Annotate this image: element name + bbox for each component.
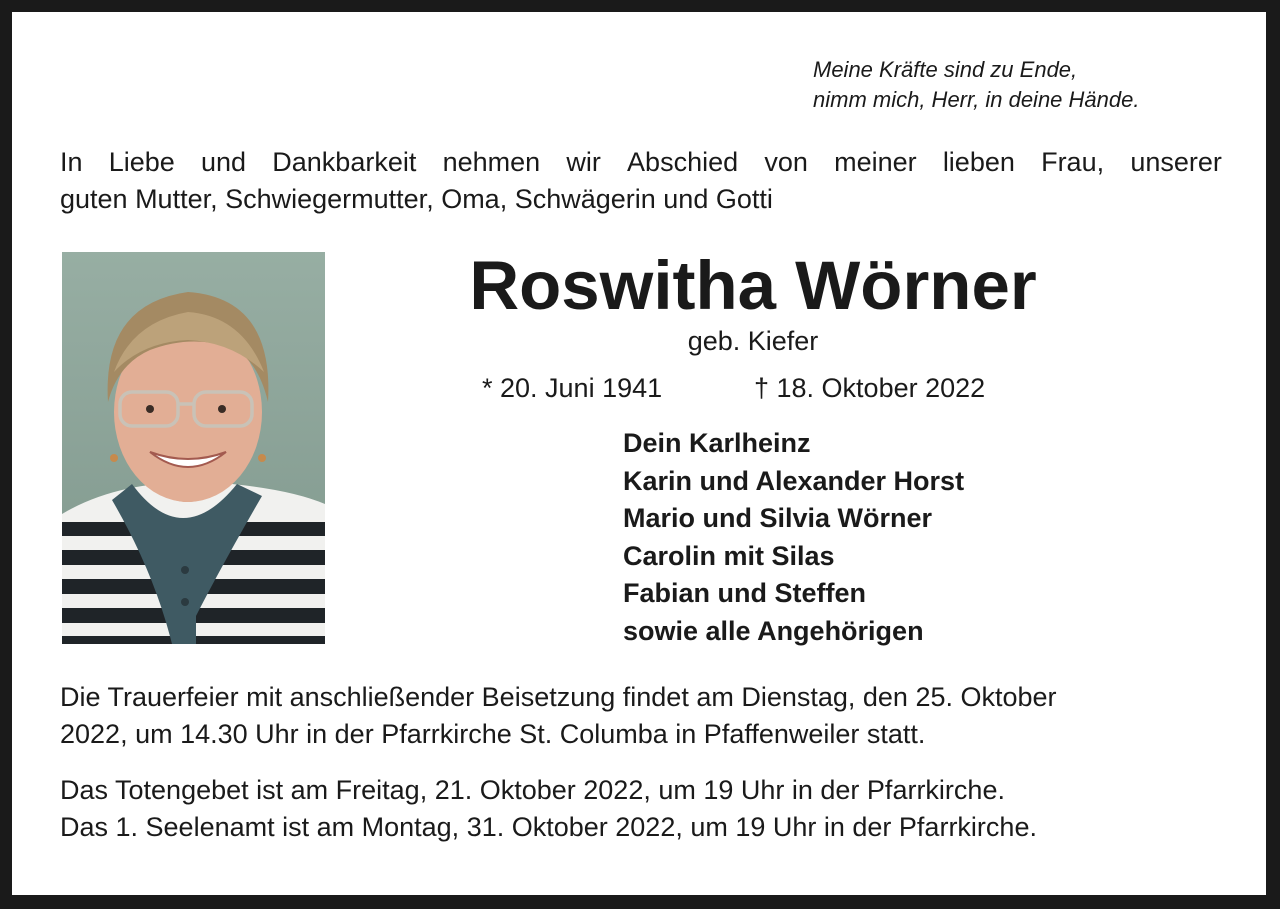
motto-line-2: nimm mich, Herr, in deine Hände. [813, 87, 1140, 112]
intro-word: Liebe [108, 147, 175, 177]
obituary-card [12, 12, 1266, 895]
funeral-notice [60, 679, 1230, 753]
portrait-photo [62, 252, 325, 644]
mourner-line: Dein Karlheinz [623, 428, 811, 458]
intro-word: wir [566, 147, 601, 177]
funeral-line-1: Die Trauerfeier mit anschließender Beisetzung findet am Dienstag, den 25. Oktober [60, 682, 1057, 712]
intro-word: unserer [1130, 147, 1222, 177]
intro-word: und [201, 147, 247, 177]
motto-verse [813, 55, 1233, 115]
intro-line-1 [60, 144, 1222, 181]
mourner-line: sowie alle Angehörigen [623, 615, 924, 646]
intro-line-2: guten Mutter, Schwiegermutter, Oma, Schwägerin und Gotti [60, 184, 773, 214]
prayer-line-1: Das Totengebet ist am Freitag, 21. Oktober 2022, um 19 Uhr in der Pfarrkirche. [60, 775, 1005, 805]
intro-text [60, 144, 1222, 218]
intro-word: Frau, [1041, 147, 1105, 177]
prayer-line-2: Das 1. Seelenamt ist am Montag, 31. Oktober 2022, um 19 Uhr in der Pfarrkirche. [60, 812, 1037, 842]
intro-word: von [764, 147, 808, 177]
funeral-line-2: 2022, um 14.30 Uhr in der Pfarrkirche St. Columba in Pfaffenweiler statt. [60, 719, 926, 749]
mourner-line: Karin und Alexander Horst [623, 465, 965, 496]
birth-date: * 20. Juni 1941 [482, 373, 663, 403]
mourner-line: Fabian und Steffen [623, 578, 866, 609]
intro-word: meiner [834, 147, 917, 177]
death-date: † 18. Oktober 2022 [754, 373, 986, 403]
intro-word: nehmen [442, 147, 541, 177]
motto-line-1: Meine Kräfte sind zu Ende, [813, 57, 1078, 82]
deceased-name: Roswitha Wörner [469, 247, 1037, 324]
mourner-line: Mario und Silvia Wörner [623, 503, 933, 534]
maiden-name: geb. Kiefer [687, 326, 819, 356]
intro-word: Abschied [627, 147, 739, 177]
mourner-line: Carolin mit Silas [623, 540, 835, 571]
intro-word: In [60, 147, 83, 177]
portrait-illustration [62, 252, 325, 644]
intro-word: lieben [942, 147, 1015, 177]
prayer-notice [60, 772, 1230, 846]
intro-word: Dankbarkeit [272, 147, 417, 177]
mourners-list [623, 425, 964, 651]
